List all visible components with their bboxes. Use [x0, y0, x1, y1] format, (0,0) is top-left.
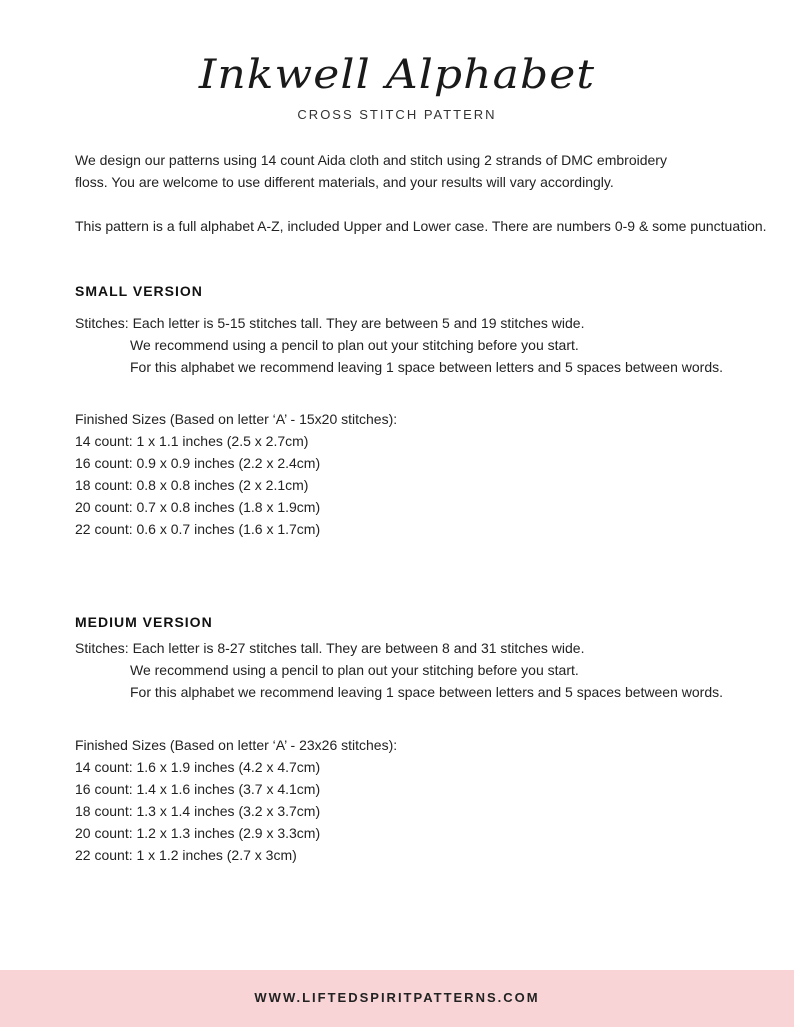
size-row: 16 count: 0.9 x 0.9 inches (2.2 x 2.4cm): [75, 455, 321, 471]
size-row: 14 count: 1.6 x 1.9 inches (4.2 x 4.7cm): [75, 759, 321, 775]
intro-summary: This pattern is a full alphabet A-Z, included Upper and Lower case. There are numbers 0-9 & some punctuation.: [75, 218, 767, 234]
small-pencil-line: We recommend using a pencil to plan out your stitching before you start.: [130, 337, 579, 353]
medium-sizes-block: [75, 734, 397, 866]
small-sizes-title: Finished Sizes (Based on letter ‘A’ - 15x20 stitches):: [75, 411, 398, 427]
intro-paragraph: [75, 149, 667, 193]
size-row: 18 count: 0.8 x 0.8 inches (2 x 2.1cm): [75, 477, 309, 493]
medium-spacing-line: For this alphabet we recommend leaving 1 space between letters and 5 spaces between words.: [130, 684, 724, 700]
size-row: 16 count: 1.4 x 1.6 inches (3.7 x 4.1cm): [75, 781, 321, 797]
website-link[interactable]: WWW.LIFTEDSPIRITPATTERNS.COM: [254, 990, 540, 1005]
page-subtitle: CROSS STITCH PATTERN: [297, 107, 497, 122]
size-row: 22 count: 0.6 x 0.7 inches (1.6 x 1.7cm): [75, 521, 321, 537]
small-sizes-block: [75, 408, 397, 540]
small-spacing-line: For this alphabet we recommend leaving 1 space between letters and 5 spaces between words.: [130, 359, 724, 375]
intro-line: floss. You are welcome to use different materials, and your results will vary accordingly.: [75, 174, 614, 190]
size-row: 22 count: 1 x 1.2 inches (2.7 x 3cm): [75, 847, 297, 863]
small-stitches-line: Stitches: Each letter is 5-15 stitches tall. They are between 5 and 19 stitches wide.: [75, 315, 585, 331]
footer-bar: [0, 970, 794, 1027]
size-row: 14 count: 1 x 1.1 inches (2.5 x 2.7cm): [75, 433, 309, 449]
intro-line: We design our patterns using 14 count Aida cloth and stitch using 2 strands of DMC embroidery: [75, 152, 667, 168]
size-row: 18 count: 1.3 x 1.4 inches (3.2 x 3.7cm): [75, 803, 321, 819]
small-version-heading: SMALL VERSION: [75, 283, 203, 299]
medium-stitches-line: Stitches: Each letter is 8-27 stitches tall. They are between 8 and 31 stitches wide.: [75, 640, 585, 656]
medium-stitches-block: [75, 637, 723, 703]
medium-version-heading: MEDIUM VERSION: [75, 614, 213, 630]
size-row: 20 count: 0.7 x 0.8 inches (1.8 x 1.9cm): [75, 499, 321, 515]
small-stitches-block: [75, 312, 723, 378]
size-row: 20 count: 1.2 x 1.3 inches (2.9 x 3.3cm): [75, 825, 321, 841]
medium-sizes-title: Finished Sizes (Based on letter ‘A’ - 23x26 stitches):: [75, 737, 398, 753]
page-title: Inkwell Alphabet: [198, 52, 596, 98]
medium-pencil-line: We recommend using a pencil to plan out your stitching before you start.: [130, 662, 579, 678]
